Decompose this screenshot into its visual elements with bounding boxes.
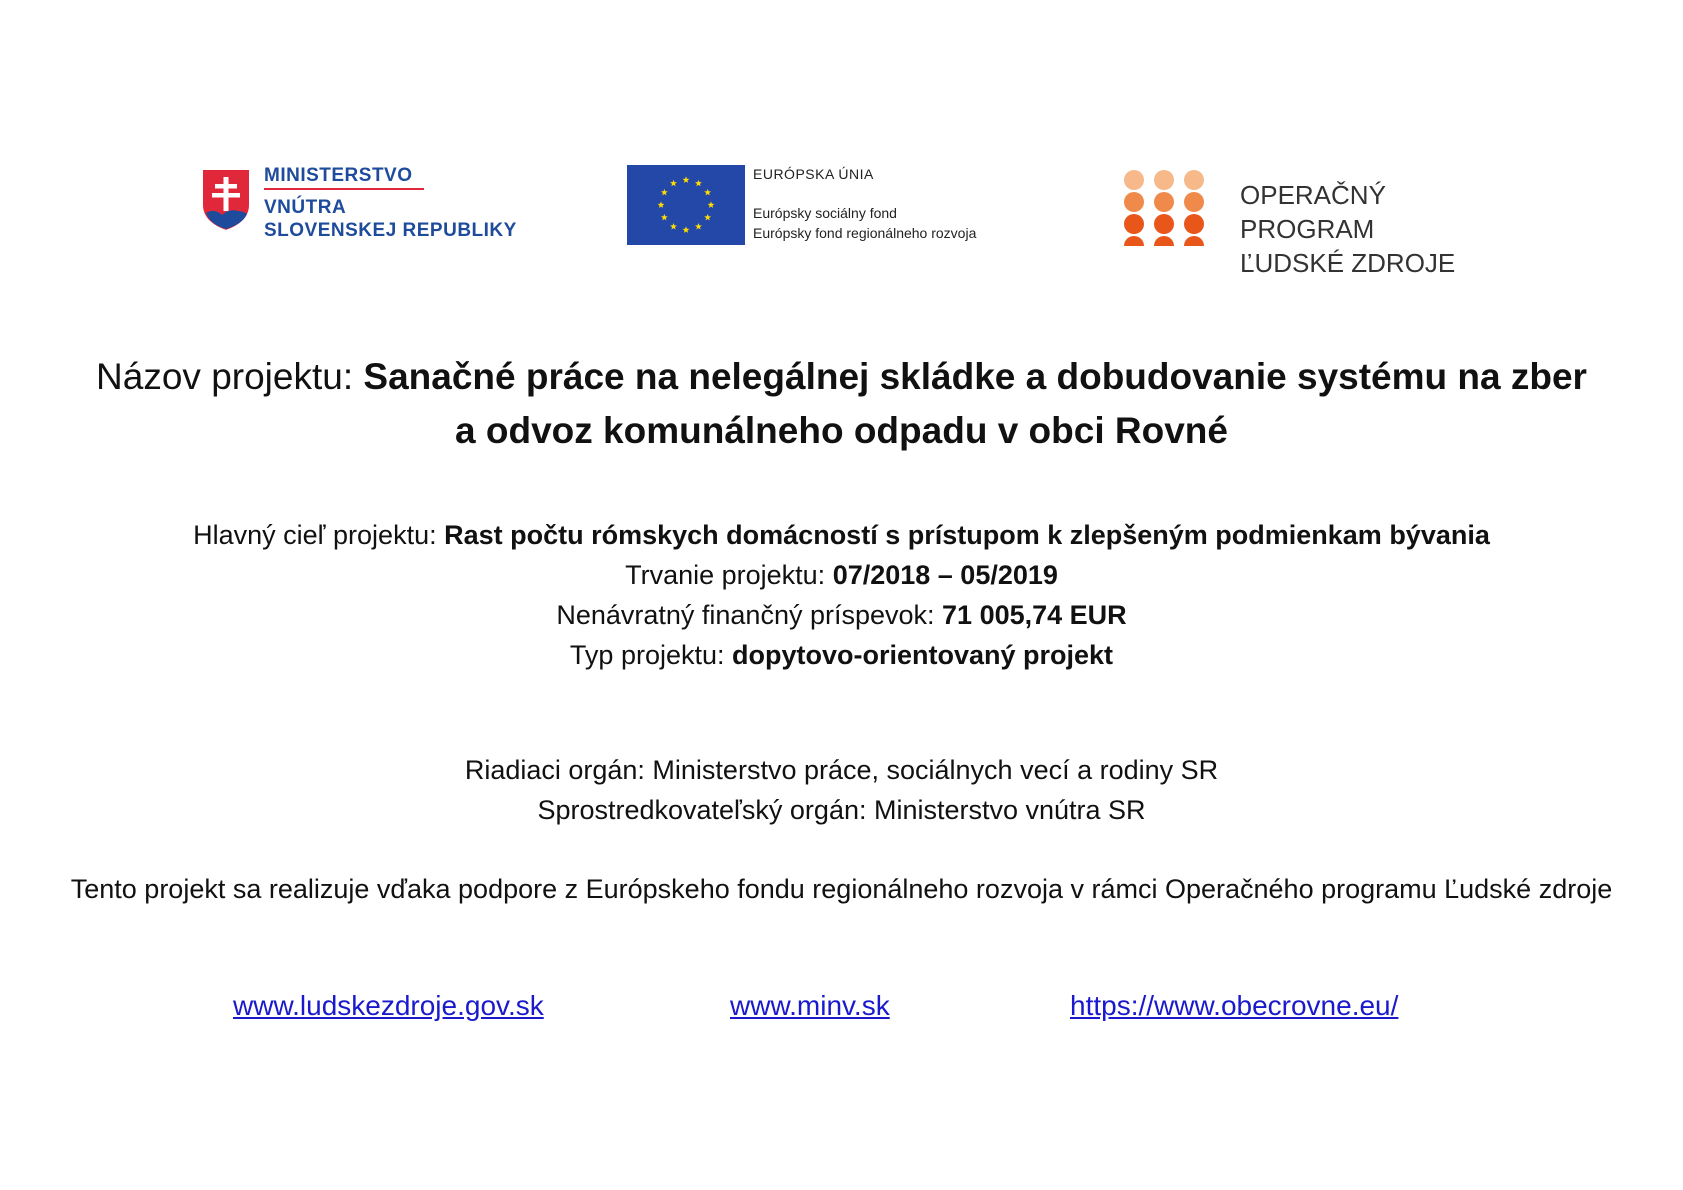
ministry-logo [200, 165, 530, 245]
eu-title: EURÓPSKA ÚNIA [753, 166, 874, 182]
dots-grid-icon [1122, 168, 1206, 248]
ministry-divider [264, 188, 424, 190]
project-name-line2: a odvoz komunálneho odpadu v obci Rovné [455, 410, 1228, 451]
op-subtitle: ĽUDSKÉ ZDROJE [1240, 248, 1456, 278]
duration-label: Trvanie projektu: [625, 560, 833, 590]
support-statement: Tento projekt sa realizuje vďaka podpore z Európskeho fondu regionálneho rozvoja v rámci Operačného programu Ľudské zdroje [70, 874, 1613, 904]
ministry-country: SLOVENSKEJ REPUBLIKY [264, 220, 517, 241]
eu-flag-icon [627, 165, 745, 245]
link-obec[interactable]: https://www.obecrovne.eu/ [1070, 990, 1399, 1021]
type-label: Typ projektu: [569, 640, 733, 670]
ministry-subtitle: VNÚTRA [264, 197, 347, 218]
type-value: dopytovo-orientovaný projekt [732, 640, 1114, 670]
link-ludskezdroje[interactable]: www.ludskezdroje.gov.sk [233, 990, 544, 1021]
ministry-title: MINISTERSTVO [264, 165, 413, 186]
eu-fund-social: Európsky sociálny fond [753, 205, 897, 221]
project-info [0, 515, 1683, 675]
grant-label: Nenávratný finančný príspevok: [556, 600, 943, 630]
project-title-block [0, 350, 1683, 458]
op-logo [1122, 168, 1522, 278]
duration-value: 07/2018 – 05/2019 [832, 560, 1058, 590]
managing-authority: Riadiaci orgán: Ministerstvo práce, sociálnych vecí a rodiny SR [464, 755, 1219, 785]
project-name-line1: Sanačné práce na nelegálnej skládke a dobudovanie systému na zber [363, 356, 1587, 397]
project-name-label: Názov projektu: [96, 356, 364, 397]
link-minv[interactable]: www.minv.sk [730, 990, 890, 1021]
coat-of-arms-icon [200, 167, 252, 233]
op-title: OPERAČNÝ PROGRAM [1240, 180, 1386, 244]
intermediate-body: Sprostredkovateľský orgán: Ministerstvo vnútra SR [537, 795, 1146, 825]
grant-value: 71 005,74 EUR [942, 600, 1127, 630]
organizations [0, 750, 1683, 830]
eu-fund-regional: Európsky fond regionálneho rozvoja [753, 225, 977, 241]
eu-logo [627, 165, 1027, 245]
goal-label: Hlavný cieľ projektu: [193, 520, 445, 550]
goal-value: Rast počtu rómskych domácností s prístupom k zlepšeným podmienkam bývania [444, 520, 1490, 550]
